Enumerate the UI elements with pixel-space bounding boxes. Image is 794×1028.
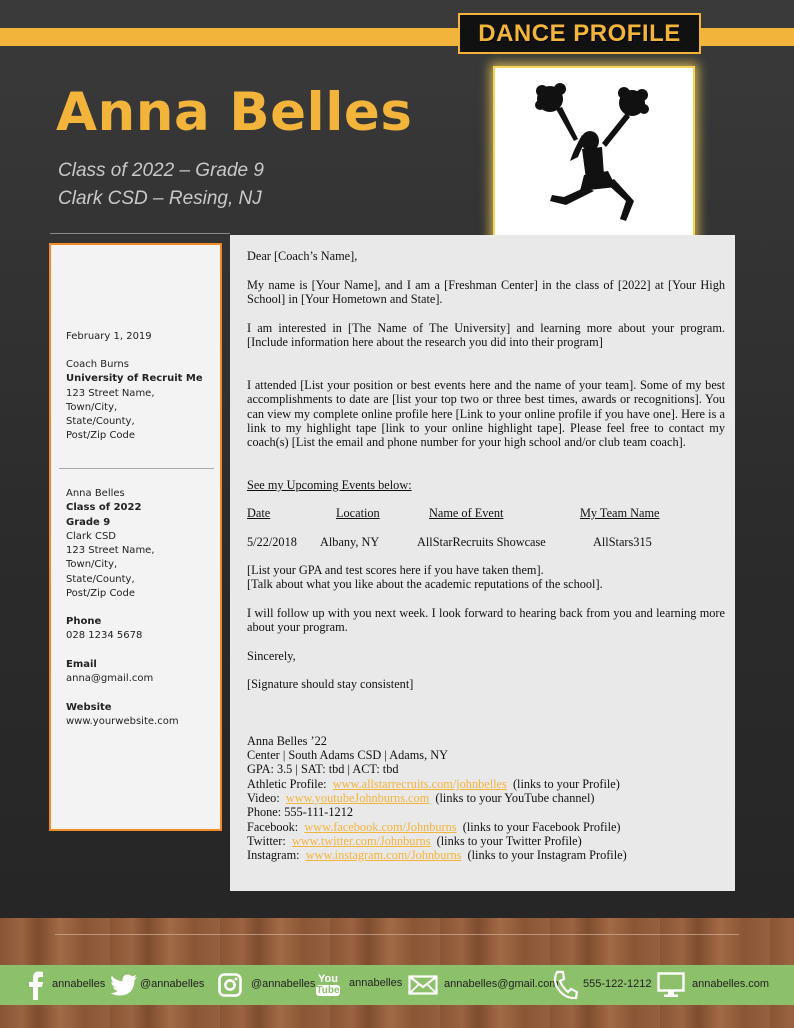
- event-date: 5/22/2018: [247, 535, 297, 549]
- athlete-name: Anna Belles: [56, 82, 413, 143]
- sender-name: Anna Belles: [66, 488, 125, 499]
- header-divider: [50, 233, 230, 234]
- athletic-note: (links to your Profile): [512, 777, 620, 791]
- youtube-icon-tube: Tube: [316, 985, 340, 996]
- school-location-line: Clark CSD – Resing, NJ: [58, 188, 262, 209]
- instagram-label: Instagram:: [247, 848, 300, 862]
- sender-grade: Grade 9: [66, 516, 111, 528]
- footer-twitter-handle[interactable]: @annabelles: [140, 978, 205, 990]
- email-block: [66, 658, 153, 687]
- recipient-town: Town/City,: [66, 401, 118, 413]
- video-note: (links to your YouTube channel): [435, 791, 595, 805]
- sender-state: State/County,: [66, 573, 135, 585]
- sender-school: Clark CSD: [66, 530, 116, 542]
- recipient-street: 123 Street Name,: [66, 387, 155, 399]
- sender-town: Town/City,: [66, 559, 118, 571]
- athletic-profile-link[interactable]: www.allstarrecruits.com/johnbelles: [332, 777, 507, 791]
- twitter-note: (links to your Twitter Profile): [436, 834, 582, 848]
- sidebar-divider: [59, 468, 214, 469]
- event-name: AllStarRecruits Showcase: [417, 535, 546, 549]
- email-icon[interactable]: [408, 965, 438, 1005]
- phone-block: [66, 615, 142, 644]
- website-label: Website: [66, 702, 112, 713]
- video-link[interactable]: www.youtubeJohnburns.com: [285, 791, 430, 805]
- footer-phone[interactable]: 555-122-1212: [583, 978, 652, 990]
- letter-follow-up: I will follow up with you next week. I look forward to hearing back from you and learning more about your program.: [247, 606, 725, 635]
- sender-post: Post/Zip Code: [66, 588, 136, 600]
- facebook-icon[interactable]: [26, 965, 46, 1005]
- sig-athletic-line: [247, 777, 725, 791]
- email-value[interactable]: anna@gmail.com: [66, 673, 154, 685]
- youtube-icon-you: You: [318, 973, 338, 985]
- recipient-post: Post/Zip Code: [66, 430, 136, 442]
- youtube-icon[interactable]: [316, 965, 340, 1005]
- instagram-icon[interactable]: [218, 965, 242, 1005]
- event-team: AllStars315: [593, 535, 652, 549]
- sig-facebook-line: [247, 820, 725, 834]
- badge-label: DANCE PROFILE: [478, 19, 681, 47]
- twitter-icon[interactable]: [110, 965, 138, 1005]
- sig-video-line: [247, 791, 725, 805]
- recipient-state: State/County,: [66, 416, 135, 428]
- cover-letter: [230, 235, 735, 891]
- letter-closing: Sincerely,: [247, 649, 296, 663]
- recipient-org: University of Recruit Me: [66, 373, 203, 385]
- footer-email[interactable]: annabelles@gmail.com: [444, 978, 559, 990]
- letter-date: February 1, 2019: [66, 331, 152, 342]
- event-location: Albany, NY: [320, 535, 380, 549]
- sig-instagram-line: [247, 848, 725, 862]
- twitter-link[interactable]: www.twitter.com/Johnburns: [291, 834, 431, 848]
- events-heading: See my Upcoming Events below:: [247, 478, 412, 492]
- contact-sidebar: [49, 243, 222, 831]
- sig-phone-line: Phone: 555-111-1212: [247, 805, 353, 819]
- footer-facebook-handle[interactable]: annabelles: [52, 978, 106, 990]
- gpa-line-2: [Talk about what you like about the academic reputations of the school].: [247, 577, 603, 591]
- sig-name: Anna Belles ’22: [247, 734, 327, 748]
- video-label: Video:: [247, 791, 280, 805]
- letter-paragraph-interest: I am interested in [The Name of The University] and learning more about your program. [Include information here about the research you did into their program]: [247, 321, 725, 350]
- letter-greeting: Dear [Coach’s Name],: [247, 249, 358, 263]
- phone-value: 028 1234 5678: [66, 630, 143, 642]
- letter-paragraph-accomplishments: I attended [List your position or best events here and the name of your team]. Some of my best accomplishments to date are [list your top two or three best times, awards or recognitions]. You can view my complete online profile here [Link to your online profile if you have one]. Here is a link to my highlight tape [link to your online highlight tape]. Please feel free to contact my coach(s) [List the email and phone number for your high school and/or club team coach].: [247, 378, 725, 450]
- events-header-row: [247, 506, 725, 521]
- phone-icon[interactable]: [552, 965, 578, 1005]
- instagram-link[interactable]: www.instagram.com/Johnburns: [305, 848, 462, 862]
- email-label: Email: [66, 659, 97, 670]
- letter-signature: [Signature should stay consistent]: [247, 677, 414, 691]
- footer-instagram-handle[interactable]: @annabelles: [251, 978, 316, 990]
- facebook-note: (links to your Facebook Profile): [462, 820, 621, 834]
- sig-position: Center | South Adams CSD | Adams, NY: [247, 748, 448, 762]
- facebook-label: Facebook:: [247, 820, 299, 834]
- recipient-name: Coach Burns: [66, 359, 129, 370]
- gpa-line-1: [List your GPA and test scores here if you have taken them].: [247, 563, 544, 577]
- website-block: [66, 701, 179, 730]
- phone-label: Phone: [66, 616, 102, 627]
- events-header-event: Name of Event: [429, 506, 504, 520]
- dance-profile-badge: [458, 13, 701, 54]
- monitor-icon[interactable]: [657, 965, 685, 1005]
- sender-class: Class of 2022: [66, 502, 142, 514]
- events-header-location: Location: [336, 506, 380, 520]
- footer-website[interactable]: annabelles.com: [692, 978, 770, 990]
- events-header-date: Date: [247, 506, 271, 520]
- footer-youtube-handle[interactable]: annabelles: [349, 977, 403, 989]
- events-header-team: My Team Name: [580, 506, 660, 520]
- sig-scores: GPA: 3.5 | SAT: tbd | ACT: tbd: [247, 762, 399, 776]
- letter-paragraph-intro: My name is [Your Name], and I am a [Freshman Center] in the class of [2022] at [Your High School] in [Your Hometown and State].: [247, 278, 725, 307]
- facebook-link[interactable]: www.facebook.com/Johnburns: [304, 820, 457, 834]
- sig-twitter-line: [247, 834, 725, 848]
- sender-street: 123 Street Name,: [66, 545, 155, 557]
- instagram-note: (links to your Instagram Profile): [467, 848, 627, 862]
- cheerleader-silhouette-icon: [534, 79, 654, 229]
- floor-divider: [55, 934, 739, 935]
- recipient-address: [66, 358, 203, 444]
- sender-address: [66, 487, 155, 601]
- website-value[interactable]: www.yourwebsite.com: [66, 716, 179, 728]
- social-footer: [0, 965, 794, 1005]
- class-grade-line: Class of 2022 – Grade 9: [58, 160, 264, 181]
- twitter-label: Twitter:: [247, 834, 286, 848]
- events-data-row: [247, 535, 725, 550]
- profile-photo: [493, 66, 695, 241]
- athletic-label: Athletic Profile:: [247, 777, 327, 791]
